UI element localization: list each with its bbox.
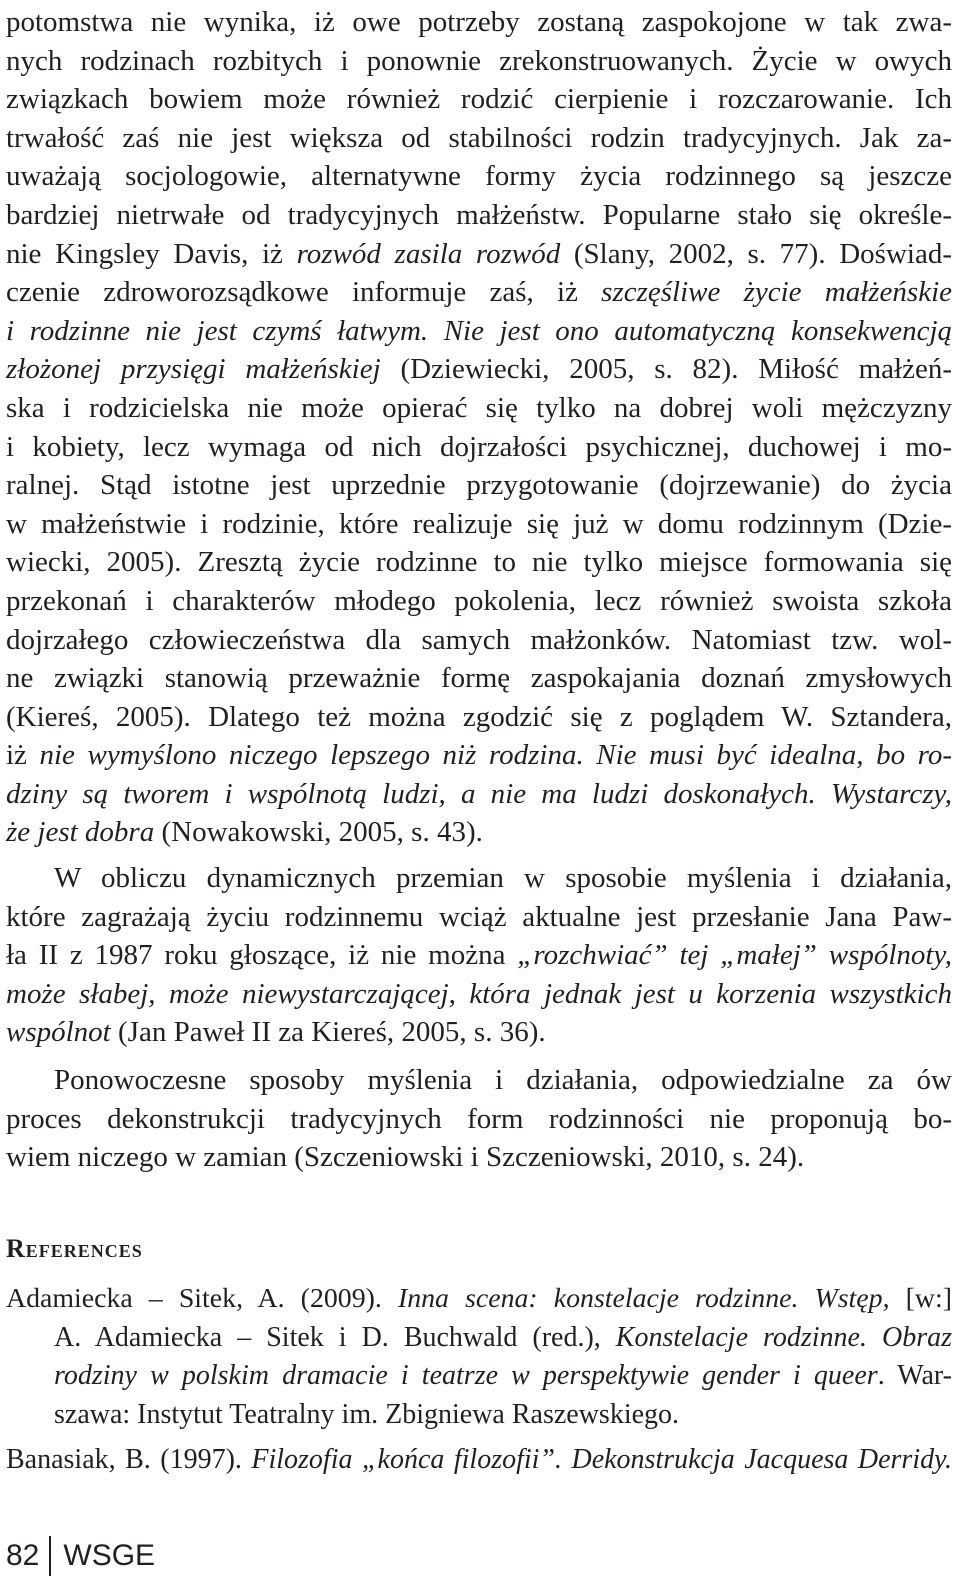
text-line: [6, 312, 952, 351]
text-line: [6, 273, 952, 312]
title-italic: Konstelacje rodzinne. Obraz: [615, 1321, 952, 1353]
text-run: Banasiak, B. (1997).: [6, 1444, 252, 1475]
page-footer: [6, 1533, 155, 1579]
text-line: Ponowoczesne sposoby myślenia i działania, odpowiedzialne za ów: [54, 1064, 952, 1096]
text-run: czenie zdroworozsądkowe informuje zaś, iż: [6, 276, 602, 309]
text-run: nie Kingsley Davis, iż: [6, 237, 297, 270]
text-line: [6, 775, 952, 814]
body-paragraph-3: [6, 1061, 952, 1177]
text-line: [6, 736, 952, 775]
quoted-phrase: może słabej, może niewystarczającej, która jednak jest u korzenia wszystkich: [6, 977, 952, 1010]
text-line: bardziej nietrwałe od tradycyjnych małżeństw. Popularne stało się określe-: [6, 198, 952, 231]
text-run: (Dziewiecki, 2005, s. 82). Miłość małżeń-: [380, 353, 952, 386]
text-run: (Nowakowski, 2005, s. 43).: [154, 816, 483, 849]
quoted-phrase: „rozchwiać” tej „małej” wspólnoty,: [517, 939, 952, 972]
text-line: wiem niczego w zamian (Szczeniowski i Szczeniowski, 2010, s. 24).: [6, 1141, 805, 1174]
text-line: [6, 813, 952, 852]
text-line: uważają socjologowie, alternatywne formy życia rodzinnego są jeszcze: [6, 160, 952, 193]
quoted-phrase: rozwód zasila rozwód: [296, 237, 561, 270]
text-run: . War-: [877, 1360, 952, 1392]
quoted-phrase: dziny są tworem i wspólnotą ludzi, a nie ma ludzi doskonałych. Wystarczy,: [6, 777, 952, 810]
text-line: i kobiety, lecz wymaga od nich dojrzałości psychicznej, duchowej i mo-: [6, 430, 952, 463]
text-line: [6, 936, 952, 975]
footer-divider: [49, 1536, 51, 1576]
text-line: trwałość zaś nie jest większa od stabilności rodzin tradycyjnych. Jak za-: [6, 121, 952, 154]
text-run: ła II z 1987 roku głoszące, iż nie można: [6, 939, 518, 972]
reference-entry: [6, 1280, 952, 1434]
text-line: [6, 1280, 952, 1319]
quoted-phrase: złożonej przysięgi małżeńskiej: [6, 353, 381, 386]
text-line: które zagrażają życiu rodzinnemu wciąż aktualne jest przesłanie Jana Paw-: [6, 900, 952, 933]
reference-entry: [6, 1441, 952, 1480]
quoted-phrase: nie wymyślono niczego lepszego niż rodzina. Nie musi być idealna, bo ro-: [39, 739, 952, 772]
body-paragraph-1: [6, 3, 952, 852]
text-run: (Slany, 2002, s. 77). Doświad-: [560, 237, 952, 270]
title-italic: Inna scena: konstelacje rodzinne. Wstęp,: [397, 1283, 890, 1314]
text-line: [6, 350, 952, 389]
text-run: [w:]: [889, 1283, 952, 1314]
text-line: szawa: Instytut Teatralny im. Zbigniewa Raszewskiego.: [54, 1398, 680, 1430]
text-line: [6, 1319, 952, 1358]
quoted-phrase: wspólnot: [6, 1016, 111, 1049]
text-run: iż: [6, 739, 40, 772]
page-number: 82: [6, 1539, 40, 1572]
text-line: dojrzałego człowieczeństwa dla samych małżonków. Natomiast tzw. wol-: [6, 623, 952, 656]
title-italic: Filozofia „końca filozofii”. Dekonstrukcja Jacquesa Derridy.: [251, 1444, 952, 1475]
text-line: przekonań i charakterów młodego pokolenia, lecz również swoista szkoła: [6, 584, 952, 617]
references-heading: References: [6, 1234, 143, 1263]
text-line: nych rodzinach rozbitych i ponownie zrekonstruowanych. Życie w owych: [6, 44, 952, 77]
text-line: ne związki stanowią przeważnie formę zaspokajania doznań zmysłowych: [6, 662, 952, 695]
text-run: Adamiecka – Sitek, A. (2009).: [6, 1283, 398, 1314]
body-paragraph-2: [6, 859, 952, 1052]
text-line: ralnej. Stąd istotne jest uprzednie przygotowanie (dojrzewanie) do życia: [6, 469, 952, 502]
text-line: [6, 235, 952, 274]
text-line: (Kiereś, 2005). Dlatego też można zgodzić się z poglądem W. Sztandera,: [6, 700, 952, 733]
text-line: potomstwa nie wynika, iż owe potrzeby zostaną zaspokojone w tak zwa-: [6, 6, 952, 38]
text-line: ska i rodzicielska nie może opierać się tylko na dobrej woli mężczyzny: [6, 391, 952, 424]
quoted-phrase: że jest dobra: [6, 816, 155, 849]
text-line: [6, 1441, 952, 1480]
text-line: [6, 975, 952, 1014]
text-line: związkach bowiem może również rodzić cierpienie i rozczarowanie. Ich: [6, 83, 952, 116]
text-line: [6, 1357, 952, 1396]
text-line: W obliczu dynamicznych przemian w sposobie myślenia i działania,: [54, 862, 952, 894]
quoted-phrase: szczęśliwe życie małżeńskie: [601, 276, 952, 309]
text-run: [428, 315, 444, 347]
text-line: wiecki, 2005). Zresztą życie rodzinne to nie tylko miejsce formowania się: [6, 546, 952, 579]
publisher-name: WSGE: [63, 1539, 156, 1572]
quoted-phrase: i rodzinne nie jest czymś łatwym.: [6, 314, 429, 347]
title-italic: rodziny w polskim dramacie i teatrze w perspektywie gender i queer: [54, 1360, 878, 1392]
text-run: A. Adamiecka – Sitek i D. Buchwald (red.),: [54, 1321, 616, 1353]
text-line: proces dekonstrukcji tradycyjnych form rodzinności nie proponują bo-: [6, 1102, 952, 1135]
text-line: [6, 1013, 952, 1052]
text-run: (Jan Paweł II za Kiereś, 2005, s. 36).: [110, 1016, 546, 1049]
text-line: w małżeństwie i rodzinie, które realizuje się już w domu rodzinnym (Dzie-: [6, 507, 952, 540]
quoted-phrase: Nie jest ono automatyczną konsekwencją: [443, 314, 952, 347]
